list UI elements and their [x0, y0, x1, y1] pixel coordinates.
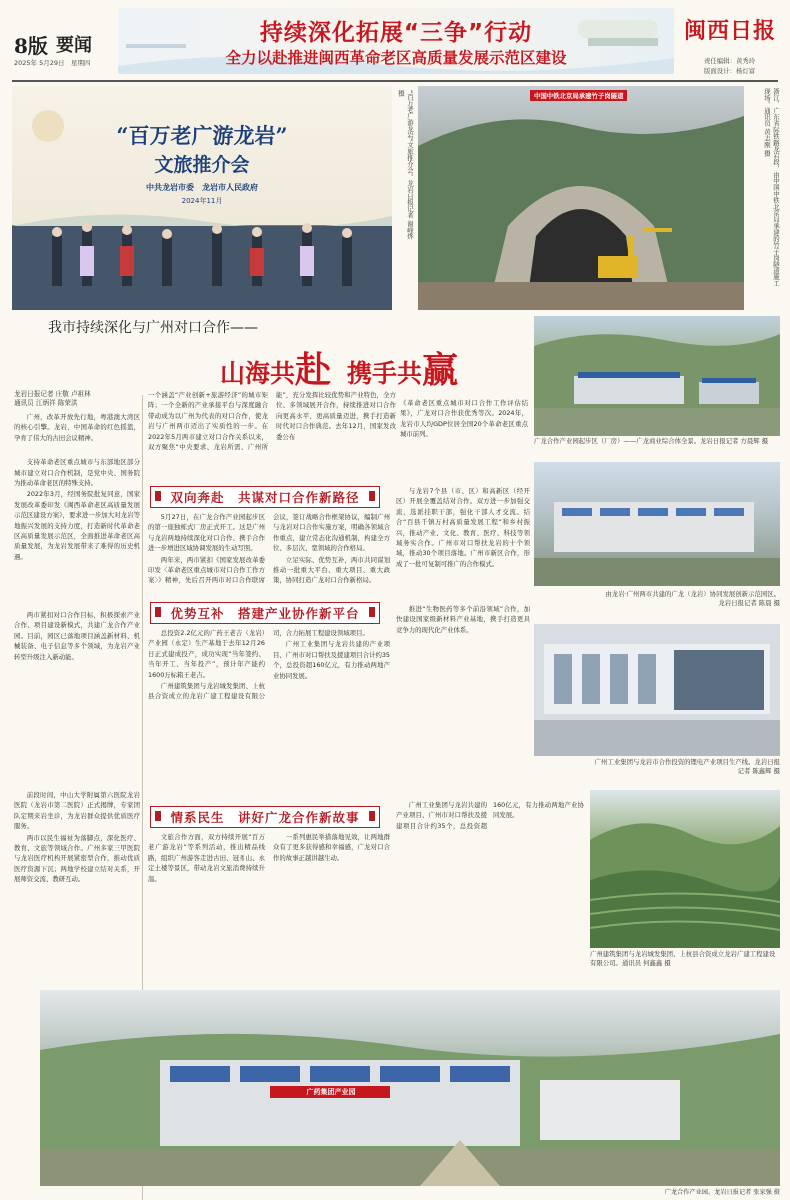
section1-para-3: 立足实际、优势互补，两市共同谋划推动一批重大平台、重大项目、重大政策，协同打造广龙对口合作新格局。 [273, 555, 390, 585]
left-para-1: 两市紧扣对口合作目标，积极探索产业合作、项目建设新模式，共建广龙合作产业园。目前，园区已落地项目涵盖新材料、机械装备、电子信息等多个领域，为龙岩产业转型升级注入新动能。 [14, 611, 140, 661]
factory-aerial-scene [40, 990, 780, 1186]
section2-para-1: 总投资2.2亿元的广药王老吉（龙岩）产业园（永定）生产基地于去年12月26日正式建成投产，成功实现“当年签约、当年开工、当年投产”，预计年产能约1600万标箱王老吉。 [148, 629, 265, 679]
section2-para-2: 广州建筑集团与龙岩城发集团、上杭县合资成立的龙岩广建工程建设有限公司，合力拓展工程建设领域项目。 [148, 629, 369, 701]
editor-credit: 责任编辑：黄秀玲 [704, 57, 756, 65]
left-lower-para-2: 两市以民生福祉为落脚点，深化医疗、教育、文旅等领域合作。广州多家三甲医院与龙岩医疗机构开展紧密型合作，推动优质医疗资源下沉；两地学校建立结对关系，开展师资交流、教研互动。 [14, 833, 140, 884]
banner [118, 8, 674, 74]
park-photo [534, 316, 780, 436]
section2-heading: 优势互补 搭建产业协作新平台 [150, 602, 380, 624]
section1-para-4: 与龙岩7个县（市、区）和高新区（经开区）开展全覆盖结对合作。双方进一步加强交流，选派挂职干部，强化干部人才交流。结合“百县千镇万村高质量发展工程”和乡村振兴，推动产业、文化、教育、医疗、科技等领域务实合作。广州市对口帮扶龙岩的十个领域，推动30个项目落地。广州市新区合作，形成了一批可复制可推广的合作模式。 [396, 487, 530, 568]
section2-para-5: 推进“生物医药等多个前沿领域”合作，加快建设国家级新材料产业基地，携手打造更具竞争力的现代化产业体系。 [396, 605, 530, 634]
section1-para-2: 两年来，两市紧扣《国家发展改革委印发〈革命老区重点城市对口合作工作方案〉》精神，先后召开两市对口合作联席会议，签订战略合作框架协议，编制广州与龙岩对口合作实施方案，明确各领域合作重点，建立常态化沟通机制，构建全方位、多层次、宽领域的合作格局。 [148, 513, 390, 585]
section3-right-para: 广州工业集团与龙岩共建的产业项目、广州市对口帮扶及援建项目合计约35个，总投资超160亿元，有力推动两地产业协同发展。 [396, 801, 584, 830]
tunnel-scene [418, 86, 744, 310]
left-column-lower [14, 790, 140, 1018]
factory-aerial-caption: 广龙合作产业园。龙岩日报记者 张家强 摄 [664, 1189, 780, 1196]
demo-zone-caption: 由龙岩·广州两市共建的广龙（龙岩）协同发展创新示范园区。龙岩日报记者 陈晨 摄 [605, 590, 780, 607]
section2-right-body [396, 604, 530, 782]
tunnel-caption: 浙江、广东省际铁路龙岩段，由中国中铁北京局承建的竹子岗隧道施工现场。通讯员 黄志刚 摄 [763, 88, 780, 287]
promo-subtitle: 文旅推介会 [154, 154, 250, 176]
section2-body [148, 628, 390, 780]
headline-kicker: 我市持续深化与广州对口合作—— [48, 320, 258, 336]
banner-title: 持续深化拓展“三争”行动 [259, 20, 533, 46]
section1-heading: 双向奔赴 共谋对口合作新路径 [150, 486, 380, 508]
section1-body [148, 512, 390, 598]
masthead [0, 0, 790, 82]
tunnel-photo [418, 86, 744, 310]
factory-aerial-photo [40, 990, 780, 1186]
banner-subtitle: 全力以赴推进闽西革命老区高质量发展示范区建设 [225, 49, 567, 67]
factory-sign: 广药集团产业园 [306, 1088, 356, 1096]
section-name: 要闻 [56, 35, 92, 56]
factory-line-photo [534, 624, 780, 756]
intro-column [14, 412, 140, 612]
section2-para-3: 广州工业集团与龙岩共建的产业项目、广州市对口帮扶及援建项目合计约35个，总投资超160亿元，有力推动两地产业协同发展。 [273, 640, 390, 680]
intro-para-3: 2022年3月，经国务院批复同意，国家发展改革委印发《闽西革命老区高质量发展示范区建设方案》，要求进一步加大对龙岩等地振兴发展的支持力度，打造新时代革命老区高质量发展示范区，全面推进革命老区高质量发展，为龙岩发展带来了难得的历史机遇。 [14, 490, 140, 561]
promo-photo [12, 86, 392, 310]
tunnel-sign: 中国中铁北京局承建竹子岗隧道 [530, 90, 627, 101]
section3-body [148, 832, 390, 1012]
promo-caption: “百万老广游龙岩”文旅推介会。龙岩日报记者 谢峰烨 摄 [397, 90, 414, 240]
promo-date: 2024年11月 [181, 197, 223, 205]
masthead-rule [12, 80, 778, 82]
left-lower-para-1: 前段时间，中山大学附属第六医院龙岩医院（龙岩市第二医院）正式揭牌，专家团队定期来岩坐诊，为龙岩群众提供优质医疗服务。 [14, 791, 140, 831]
issue-date: 2025年 5月29日 星期四 [14, 59, 91, 67]
intro-para-2: 支持革命老区重点城市与东部地区部分城市建立对口合作机制，是党中央、国务院为推动革命老区的特殊支持。 [14, 458, 140, 488]
section3-para-4: 一系列惠民举措落地见效，让两地群众有了更多获得感和幸福感，广龙对口合作的故事正越讲越生动。 [273, 833, 390, 862]
section1-para-1: 5月27日，在广龙合作产业园起步区的第一座独栋式厂房正式开工。这是广州与龙岩两地持续深化对口合作、携手合作进一步增进区域协调发展的生动写照。 [148, 513, 265, 553]
headline-main [220, 342, 458, 393]
park-caption: 广龙合作产业园起步区（厂房）——广龙商业综合体全景。龙岩日报记者 方晨辉 摄 [534, 437, 769, 445]
promo-organizers: 中共龙岩市委 龙岩市人民政府 [146, 183, 258, 192]
section1-right-body [396, 486, 530, 598]
hills-scene [590, 790, 780, 948]
headline-part-d: 赢 [422, 350, 459, 391]
section3-para-3: 文旅合作方面，双方持续开展“百万老广游龙岩”等系列活动，推出精品线路，组织广州游客走进古田、冠豸山、永定土楼等景区，带动龙岩文旅消费持续升温。 [148, 833, 265, 883]
demo-zone-photo [534, 462, 780, 586]
lead-column-1: 一个涵盖“产业创新+旅游经济”的城市矩阵；一个全新的产业承接平台与深度融合带动成为以广州为代表的对口合作，使龙岩与广州两市迈出了实质性的一步。在2022年5月两市建立对口合作关系以来，双方聚焦“中央要求、龙岩所需、广州所能”，充分发挥比较优势和产业特色，全方位、多领域展开合作，持续推进对口合作向更高水平、更高质量迈进，携手打造新时代对口合作典范。去年12月，国家发改委公布 [148, 391, 396, 452]
headline-part-b: 赴 [295, 350, 332, 391]
factory-line-scene [534, 624, 780, 756]
promo-title: “百万老广游龙岩” [116, 123, 288, 148]
hills-caption: 广州建筑集团与龙岩城发集团、上杭县合资成立龙岩广建工程建设有限公司。通讯员 何鑫鑫 摄 [590, 950, 776, 967]
park-scene [534, 316, 780, 436]
demo-zone-scene [534, 462, 780, 586]
page-number: 8版 [14, 34, 48, 58]
hills-photo [590, 790, 780, 948]
intro-para-1: 广州，改革开放先行地，粤港澳大湾区的核心引擎。龙岩，中国革命的红色摇篮，孕育了伟大的古田会议精神。 [14, 413, 140, 442]
byline: 龙岩日报记者 庄敬 卢祖林 通讯员 江炳祥 陈荣洪 [14, 390, 91, 407]
paper-name: 闽西日报 [684, 18, 777, 44]
section3-heading: 情系民生 讲好广龙合作新故事 [150, 806, 380, 828]
designer-credit: 版面设计：杨灯富 [704, 67, 756, 75]
section3-right-body [396, 800, 584, 1012]
left-column-mid [14, 610, 140, 780]
headline-part-a: 山海共 [220, 359, 296, 388]
headline-part-c: 携手共 [347, 359, 423, 388]
lead-column-2: 《革命老区重点城市对口合作工作评估结果》，广龙对口合作获优秀等次。2024年，龙岩市人均GDP位居全国20个革命老区重点城市前列。 [400, 399, 528, 439]
factory-line-caption: 广州工业集团与龙岩市合作投资的锂电产业项目生产线。龙岩日报记者 陈鑫辉 摄 [594, 758, 780, 775]
